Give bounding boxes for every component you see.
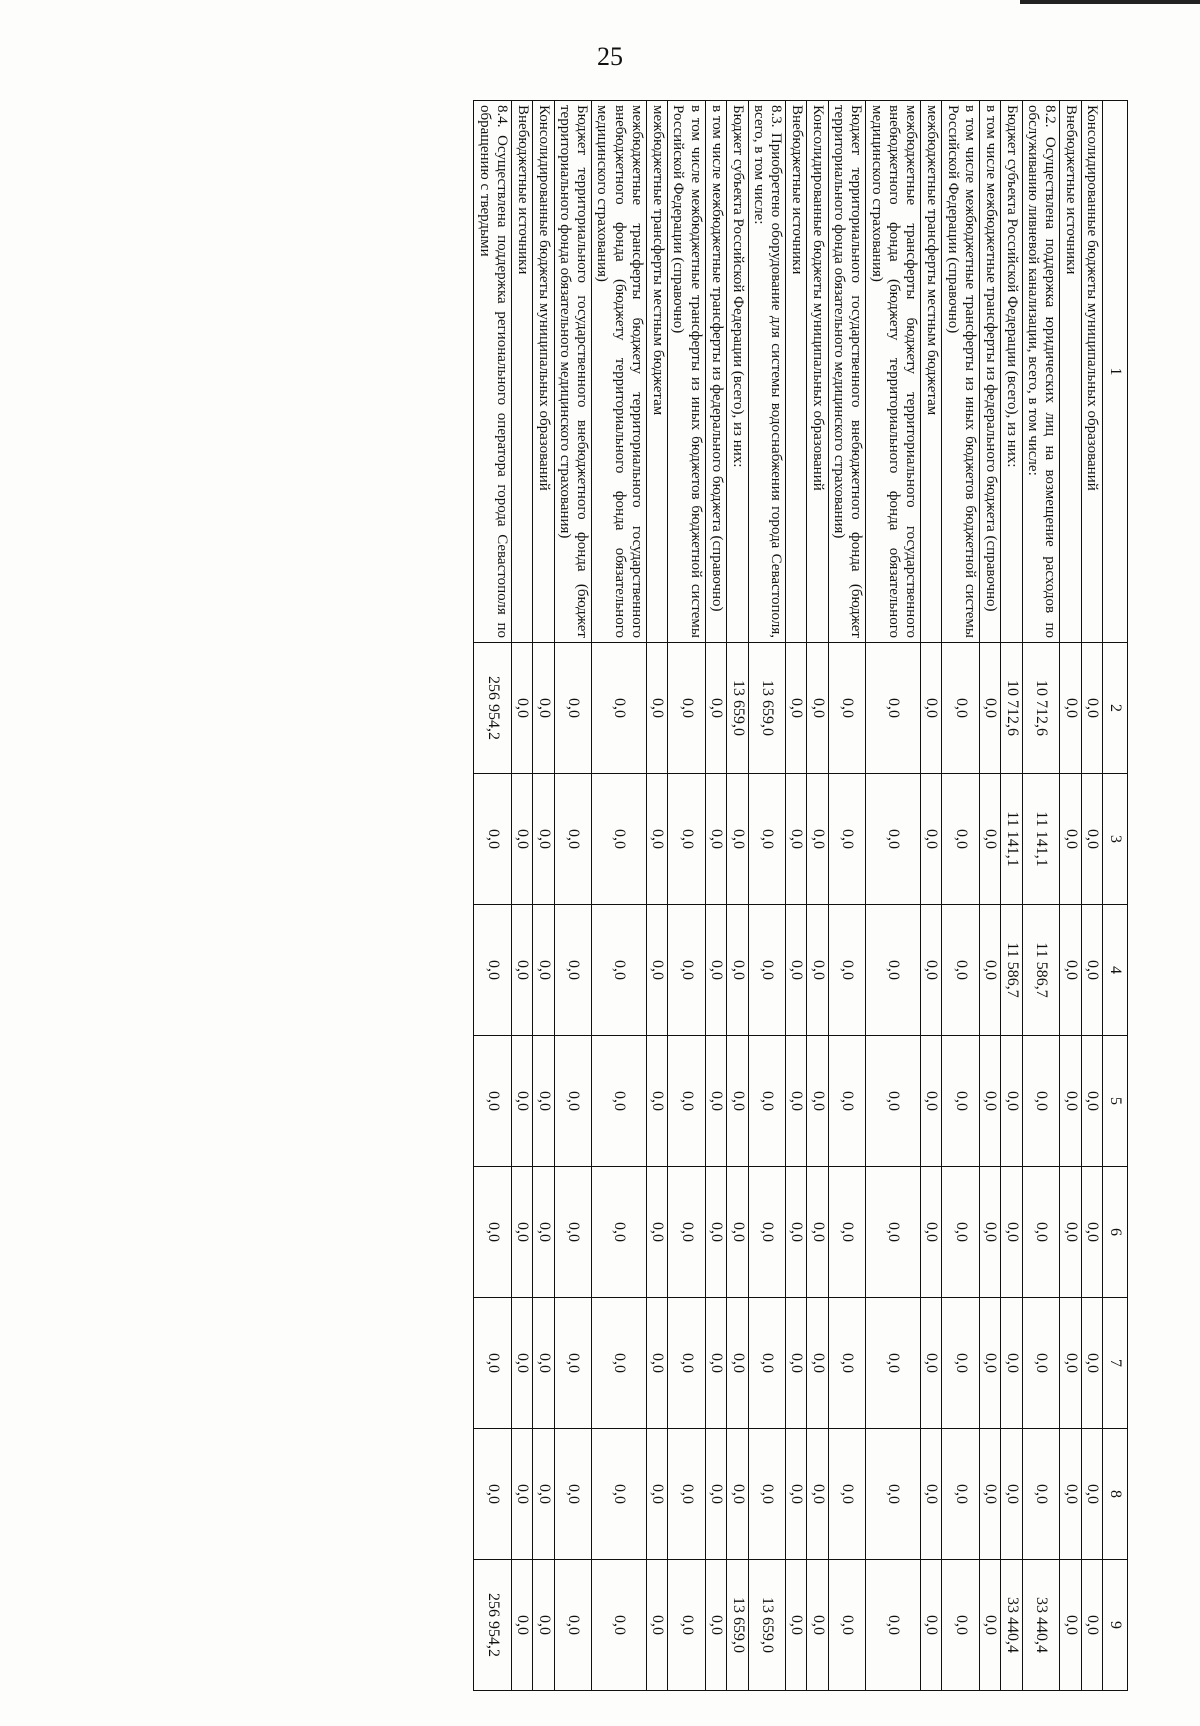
value-cell: 0,0 [807,1036,828,1167]
value-cell: 11 141,1 [1001,774,1022,905]
value-cell: 0,0 [511,1560,532,1691]
value-cell: 0,0 [533,1036,554,1167]
value-cell: 0,0 [1081,1167,1102,1298]
value-cell: 0,0 [646,1429,667,1560]
table-row [1001,101,1022,1691]
value-cell: 0,0 [748,905,786,1036]
value-cell: 0,0 [511,643,532,774]
column-header: 9 [1103,1560,1128,1691]
value-cell: 0,0 [921,1560,942,1691]
value-cell: 0,0 [592,643,647,774]
value-cell: 0,0 [807,1167,828,1298]
column-header: 8 [1103,1429,1128,1560]
value-cell: 0,0 [786,1298,807,1429]
value-cell: 0,0 [727,1298,748,1429]
table-row [554,101,592,1691]
value-cell: 0,0 [646,1167,667,1298]
value-cell: 0,0 [592,1429,647,1560]
column-header: 6 [1103,1167,1128,1298]
value-cell: 0,0 [554,1036,592,1167]
row-label: Консолидированные бюджеты муниципальных образований [533,101,554,643]
value-cell: 0,0 [554,1167,592,1298]
value-cell: 0,0 [705,1036,726,1167]
value-cell: 0,0 [786,1167,807,1298]
value-cell: 0,0 [727,1036,748,1167]
value-cell: 0,0 [592,1167,647,1298]
table-row [807,101,828,1691]
value-cell: 0,0 [1060,1036,1081,1167]
value-cell: 0,0 [511,1298,532,1429]
value-cell: 0,0 [474,905,512,1036]
row-label: Бюджет территориального государственного внебюджетного фонда (бюджет территориального фонда обязательного медицинского страхования) [828,101,866,643]
value-cell: 0,0 [668,905,706,1036]
value-cell: 13 659,0 [727,643,748,774]
value-cell: 0,0 [921,1429,942,1560]
value-cell: 0,0 [1001,1429,1022,1560]
value-cell: 0,0 [1022,1429,1060,1560]
value-cell: 0,0 [828,774,866,905]
top-border-line [1020,0,1200,4]
value-cell: 0,0 [786,1429,807,1560]
value-cell: 0,0 [1081,1429,1102,1560]
table-row [533,101,554,1691]
value-cell: 0,0 [807,1298,828,1429]
table-row [592,101,647,1691]
value-cell: 0,0 [866,1429,921,1560]
value-cell: 0,0 [533,1560,554,1691]
value-cell: 0,0 [866,774,921,905]
value-cell: 0,0 [942,905,980,1036]
value-cell: 0,0 [1081,1036,1102,1167]
value-cell: 0,0 [942,1429,980,1560]
value-cell: 13 659,0 [748,1560,786,1691]
table-row [1060,101,1081,1691]
row-label: в том числе межбюджетные трансферты из федерального бюджета (справочно) [705,101,726,643]
row-label: 8.2. Осуществлена поддержка юридических лиц на возмещение расходов по обслуживанию ливневой канализации, всего, в том числе: [1022,101,1060,643]
value-cell: 0,0 [592,774,647,905]
value-cell: 0,0 [592,1036,647,1167]
value-cell: 0,0 [592,905,647,1036]
value-cell: 0,0 [646,1560,667,1691]
value-cell: 0,0 [828,1298,866,1429]
row-label: Бюджет субъекта Российской Федерации (всего), из них: [727,101,748,643]
value-cell: 11 586,7 [1001,905,1022,1036]
value-cell: 0,0 [474,1429,512,1560]
row-label: межбюджетные трансферты бюджету территориального государственного внебюджетного фонда (бюджету территориального фонда обязательного медицинского страхования) [592,101,647,643]
value-cell: 0,0 [554,905,592,1036]
table-row [921,101,942,1691]
value-cell: 0,0 [1001,1036,1022,1167]
value-cell: 0,0 [727,774,748,905]
value-cell: 0,0 [786,774,807,905]
row-label: Внебюджетные источники [786,101,807,643]
value-cell: 0,0 [979,774,1000,905]
page-number: 25 [597,42,623,71]
value-cell: 0,0 [942,774,980,905]
value-cell: 0,0 [668,1560,706,1691]
value-cell: 0,0 [1081,1298,1102,1429]
value-cell: 0,0 [474,1036,512,1167]
value-cell: 0,0 [748,1298,786,1429]
value-cell: 0,0 [646,643,667,774]
column-header: 3 [1103,774,1128,905]
value-cell: 0,0 [921,905,942,1036]
value-cell: 0,0 [921,643,942,774]
value-cell: 0,0 [921,1036,942,1167]
value-cell: 0,0 [474,1298,512,1429]
value-cell: 0,0 [727,1429,748,1560]
value-cell: 0,0 [979,905,1000,1036]
value-cell: 0,0 [554,1429,592,1560]
value-cell: 0,0 [554,1560,592,1691]
value-cell: 0,0 [1022,1167,1060,1298]
value-cell: 0,0 [942,1560,980,1691]
value-cell: 0,0 [1060,1167,1081,1298]
column-header: 4 [1103,905,1128,1036]
value-cell: 0,0 [592,1560,647,1691]
value-cell: 0,0 [828,643,866,774]
value-cell: 0,0 [511,1429,532,1560]
value-cell: 13 659,0 [748,643,786,774]
value-cell: 0,0 [511,1167,532,1298]
row-label: в том числе межбюджетные трансферты из федерального бюджета (справочно) [979,101,1000,643]
column-header: 1 [1103,101,1128,643]
value-cell: 0,0 [748,1036,786,1167]
value-cell: 0,0 [705,774,726,905]
rotated-table-container [473,100,1128,1690]
value-cell: 0,0 [727,905,748,1036]
value-cell: 0,0 [646,1298,667,1429]
value-cell: 0,0 [979,1429,1000,1560]
value-cell: 0,0 [533,1429,554,1560]
value-cell: 0,0 [828,1167,866,1298]
value-cell: 256 954,2 [474,643,512,774]
value-cell: 0,0 [511,1036,532,1167]
value-cell: 0,0 [748,1167,786,1298]
value-cell: 0,0 [705,1429,726,1560]
column-header: 5 [1103,1036,1128,1167]
value-cell: 0,0 [511,905,532,1036]
value-cell: 0,0 [786,905,807,1036]
column-header: 7 [1103,1298,1128,1429]
row-label: 8.3. Приобретено оборудование для системы водоснабжения города Севастополя, всего, в том числе: [748,101,786,643]
value-cell: 0,0 [1060,1560,1081,1691]
value-cell: 0,0 [807,774,828,905]
value-cell: 0,0 [554,1298,592,1429]
value-cell: 0,0 [1022,1036,1060,1167]
value-cell: 0,0 [828,1560,866,1691]
value-cell: 11 141,1 [1022,774,1060,905]
value-cell: 0,0 [668,1298,706,1429]
table-row [646,101,667,1691]
value-cell: 0,0 [979,1167,1000,1298]
table-row [727,101,748,1691]
value-cell: 0,0 [1081,774,1102,905]
value-cell: 0,0 [921,774,942,905]
value-cell: 0,0 [807,905,828,1036]
value-cell: 0,0 [942,1167,980,1298]
table-row [979,101,1000,1691]
value-cell: 0,0 [474,774,512,905]
value-cell: 0,0 [866,1036,921,1167]
value-cell: 0,0 [748,774,786,905]
table-row [1022,101,1060,1691]
row-label: Внебюджетные источники [1060,101,1081,643]
value-cell: 0,0 [533,774,554,905]
value-cell: 0,0 [668,774,706,905]
value-cell: 0,0 [1060,1429,1081,1560]
value-cell: 0,0 [979,1036,1000,1167]
value-cell: 0,0 [646,774,667,905]
value-cell: 0,0 [511,774,532,905]
row-label: в том числе межбюджетные трансферты из иных бюджетов бюджетной системы Российской Федерации (справочно) [668,101,706,643]
table-body [474,101,1103,1691]
value-cell: 0,0 [1060,1298,1081,1429]
table-row [705,101,726,1691]
value-cell: 0,0 [748,1429,786,1560]
value-cell: 0,0 [979,643,1000,774]
value-cell: 10 712,6 [1001,643,1022,774]
value-cell: 0,0 [705,1298,726,1429]
table-row [668,101,706,1691]
value-cell: 0,0 [1001,1167,1022,1298]
table-row [748,101,786,1691]
value-cell: 0,0 [786,1560,807,1691]
value-cell: 0,0 [646,905,667,1036]
value-cell: 0,0 [866,1298,921,1429]
row-label: Бюджет субъекта Российской Федерации (всего), из них: [1001,101,1022,643]
value-cell: 0,0 [554,774,592,905]
value-cell: 0,0 [705,1560,726,1691]
value-cell: 0,0 [1060,643,1081,774]
row-label: 8.4. Осуществлена поддержка регионального оператора города Севастополя по обращению с твердыми [474,101,512,643]
column-header: 2 [1103,643,1128,774]
value-cell: 0,0 [786,1036,807,1167]
value-cell: 0,0 [533,1167,554,1298]
value-cell: 0,0 [921,1298,942,1429]
value-cell: 0,0 [592,1298,647,1429]
row-label: Бюджет территориального государственного внебюджетного фонда (бюджет территориального фонда обязательного медицинского страхования) [554,101,592,643]
value-cell: 0,0 [828,1429,866,1560]
value-cell: 0,0 [979,1298,1000,1429]
value-cell: 0,0 [866,905,921,1036]
table-row [866,101,921,1691]
value-cell: 256 954,2 [474,1560,512,1691]
value-cell: 0,0 [807,643,828,774]
value-cell: 0,0 [705,1167,726,1298]
row-label: в том числе межбюджетные трансферты из иных бюджетов бюджетной системы Российской Федерации (справочно) [942,101,980,643]
value-cell: 0,0 [727,1167,748,1298]
value-cell: 0,0 [828,905,866,1036]
value-cell: 0,0 [866,643,921,774]
value-cell: 0,0 [942,1036,980,1167]
row-label: Внебюджетные источники [511,101,532,643]
value-cell: 0,0 [705,643,726,774]
row-label: Консолидированные бюджеты муниципальных образований [807,101,828,643]
row-label: межбюджетные трансферты бюджету территориального государственного внебюджетного фонда (бюджету территориального фонда обязательного медицинского страхования) [866,101,921,643]
value-cell: 0,0 [786,643,807,774]
value-cell: 0,0 [474,1167,512,1298]
value-cell: 0,0 [554,643,592,774]
value-cell: 0,0 [1001,1298,1022,1429]
value-cell: 0,0 [533,905,554,1036]
value-cell: 0,0 [828,1036,866,1167]
value-cell: 0,0 [533,1298,554,1429]
value-cell: 13 659,0 [727,1560,748,1691]
value-cell: 0,0 [866,1560,921,1691]
value-cell: 0,0 [921,1167,942,1298]
value-cell: 0,0 [1060,774,1081,905]
value-cell: 0,0 [942,643,980,774]
value-cell: 0,0 [668,1429,706,1560]
table-row [828,101,866,1691]
row-label: межбюджетные трансферты местным бюджетам [646,101,667,643]
value-cell: 0,0 [1081,1560,1102,1691]
table-row [511,101,532,1691]
value-cell: 0,0 [533,643,554,774]
value-cell: 0,0 [1022,1298,1060,1429]
value-cell: 0,0 [807,1560,828,1691]
table-row [474,101,512,1691]
value-cell: 0,0 [646,1036,667,1167]
value-cell: 33 440,4 [1001,1560,1022,1691]
value-cell: 0,0 [807,1429,828,1560]
value-cell: 0,0 [668,1167,706,1298]
table-row [1081,101,1102,1691]
value-cell: 11 586,7 [1022,905,1060,1036]
table-row [786,101,807,1691]
table-row [942,101,980,1691]
row-label: межбюджетные трансферты местным бюджетам [921,101,942,643]
budget-table [473,100,1128,1691]
row-label: Консолидированные бюджеты муниципальных образований [1081,101,1102,643]
value-cell: 33 440,4 [1022,1560,1060,1691]
value-cell: 0,0 [668,643,706,774]
value-cell: 0,0 [1081,905,1102,1036]
value-cell: 0,0 [1081,643,1102,774]
value-cell: 0,0 [668,1036,706,1167]
value-cell: 0,0 [1060,905,1081,1036]
header-row [1103,101,1128,1691]
value-cell: 0,0 [705,905,726,1036]
value-cell: 0,0 [866,1167,921,1298]
value-cell: 0,0 [979,1560,1000,1691]
value-cell: 10 712,6 [1022,643,1060,774]
value-cell: 0,0 [942,1298,980,1429]
